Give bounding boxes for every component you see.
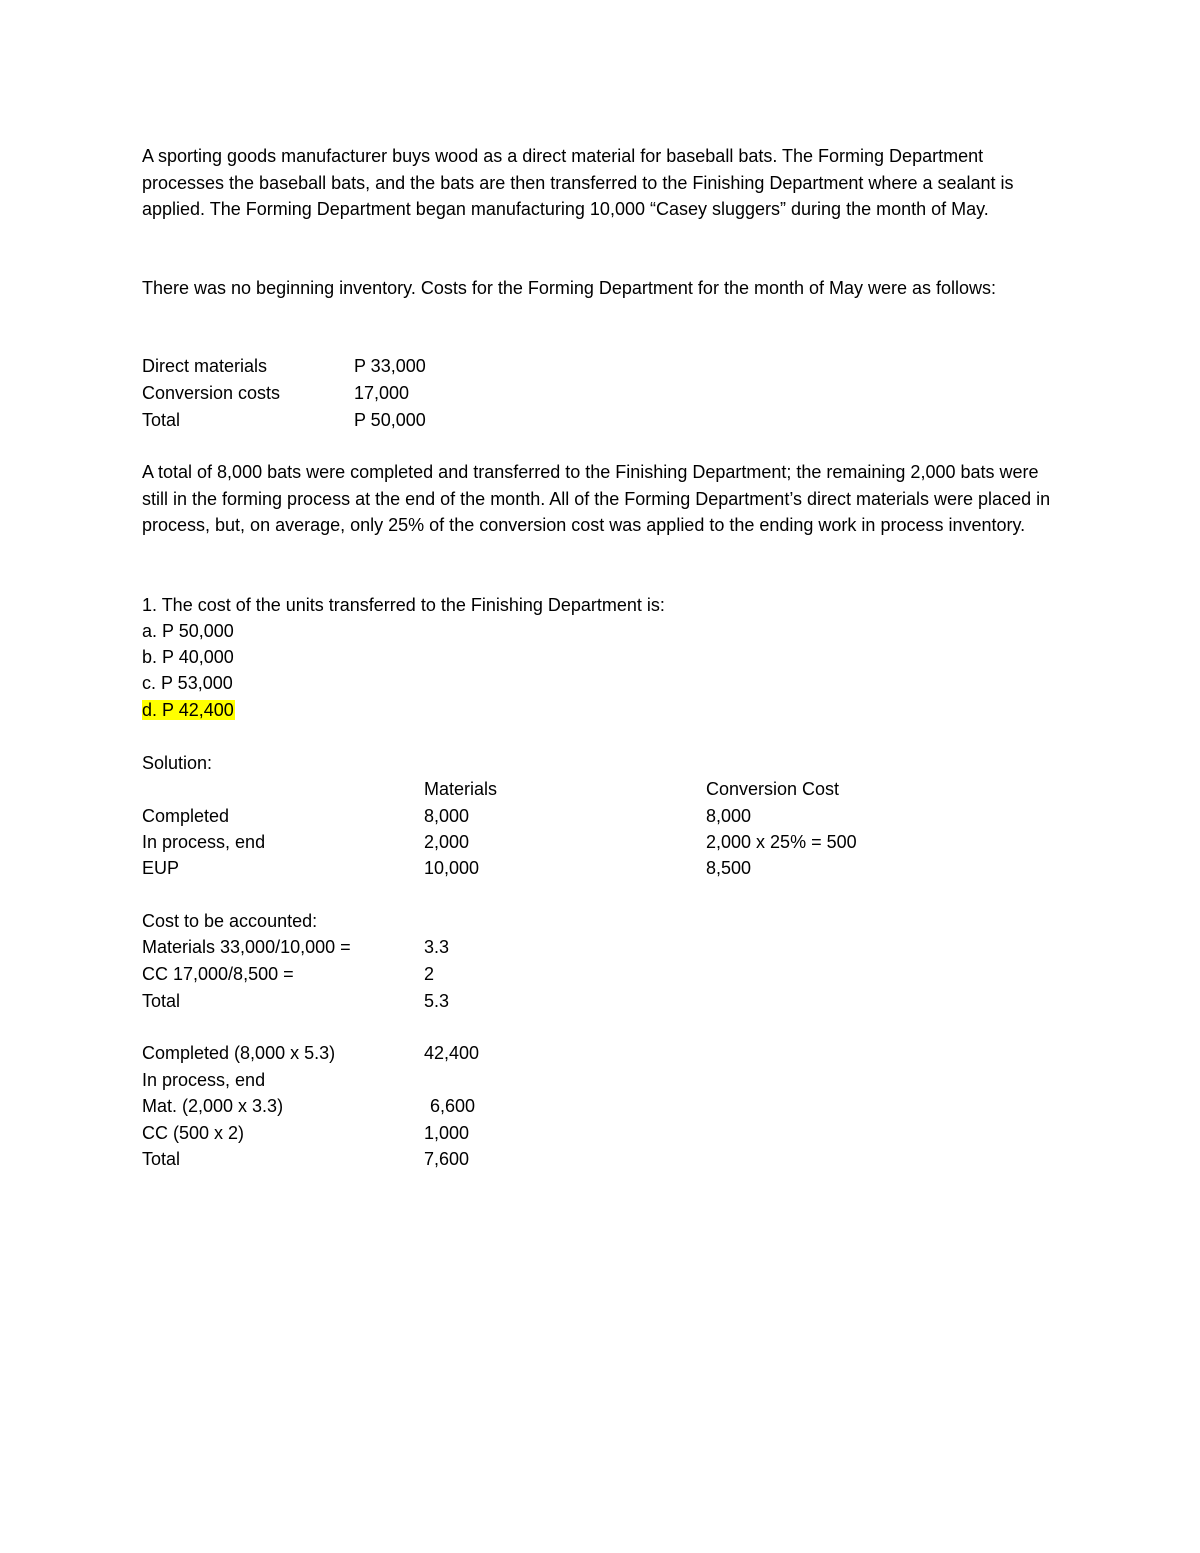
unit-cost-label: CC 17,000/8,500 = bbox=[142, 964, 294, 984]
completion-paragraph: A total of 8,000 bats were completed and transferred to the Finishing Department; the remaining 2,000 bats were still in the forming process at the end of the month. All of the Forming Department’s direct materials were placed in process, but, on average, only 25% of the conversion cost was applied to the ending work in process inventory. bbox=[142, 462, 1051, 535]
costs-intro-paragraph: There was no beginning inventory. Costs for the Forming Department for the month of May were as follows: bbox=[142, 278, 997, 298]
cost-value-conversion: 17,000 bbox=[354, 383, 410, 403]
eup-row-label: Completed bbox=[142, 806, 230, 826]
eup-row-materials: 2,000 bbox=[424, 832, 470, 852]
cost-value-total: P 50,000 bbox=[354, 410, 426, 430]
unit-cost-value: 5.3 bbox=[424, 991, 450, 1011]
cost-label-total: Total bbox=[142, 410, 181, 430]
eup-row-conversion: 2,000 x 25% = 500 bbox=[706, 832, 857, 852]
alloc-value: 1,000 bbox=[424, 1123, 470, 1143]
header-materials: Materials bbox=[424, 779, 498, 799]
alloc-label: In process, end bbox=[142, 1070, 266, 1090]
eup-row-label: EUP bbox=[142, 858, 180, 878]
unit-cost-label: Materials 33,000/10,000 = bbox=[142, 937, 351, 957]
eup-row-materials: 10,000 bbox=[424, 858, 480, 878]
eup-row-conversion: 8,000 bbox=[706, 806, 752, 826]
choice-a: a. P 50,000 bbox=[142, 621, 234, 641]
eup-row-label: In process, end bbox=[142, 832, 266, 852]
cost-label-conversion: Conversion costs bbox=[142, 383, 281, 403]
alloc-label: Completed (8,000 x 5.3) bbox=[142, 1043, 336, 1063]
eup-row-materials: 8,000 bbox=[424, 806, 470, 826]
answer-highlight: d. P 42,400 bbox=[142, 700, 234, 720]
alloc-value: 6,600 bbox=[430, 1096, 476, 1116]
alloc-label: Total bbox=[142, 1149, 181, 1169]
solution-label: Solution: bbox=[142, 753, 213, 773]
cost-accounted-label: Cost to be accounted: bbox=[142, 911, 318, 931]
unit-cost-value: 2 bbox=[424, 964, 435, 984]
alloc-label: Mat. (2,000 x 3.3) bbox=[142, 1096, 284, 1116]
alloc-value: 42,400 bbox=[424, 1043, 480, 1063]
alloc-label: CC (500 x 2) bbox=[142, 1123, 245, 1143]
choice-d-answer bbox=[142, 697, 235, 723]
choice-c: c. P 53,000 bbox=[142, 673, 233, 693]
unit-cost-value: 3.3 bbox=[424, 937, 450, 957]
cost-value-direct-materials: P 33,000 bbox=[354, 356, 426, 376]
eup-row-conversion: 8,500 bbox=[706, 858, 752, 878]
intro-paragraph: A sporting goods manufacturer buys wood as a direct material for baseball bats. The Forming Department processes the baseball bats, and the bats are then transferred to the Finishing Department where a sealant is applied. The Forming Department began manufacturing 10,000 “Casey sluggers” during the month of May. bbox=[142, 146, 1014, 219]
cost-label-direct-materials: Direct materials bbox=[142, 356, 268, 376]
question-text: 1. The cost of the units transferred to the Finishing Department is: bbox=[142, 595, 665, 615]
header-conversion-cost: Conversion Cost bbox=[706, 779, 840, 799]
choice-b: b. P 40,000 bbox=[142, 647, 234, 667]
alloc-value: 7,600 bbox=[424, 1149, 470, 1169]
unit-cost-label: Total bbox=[142, 991, 181, 1011]
